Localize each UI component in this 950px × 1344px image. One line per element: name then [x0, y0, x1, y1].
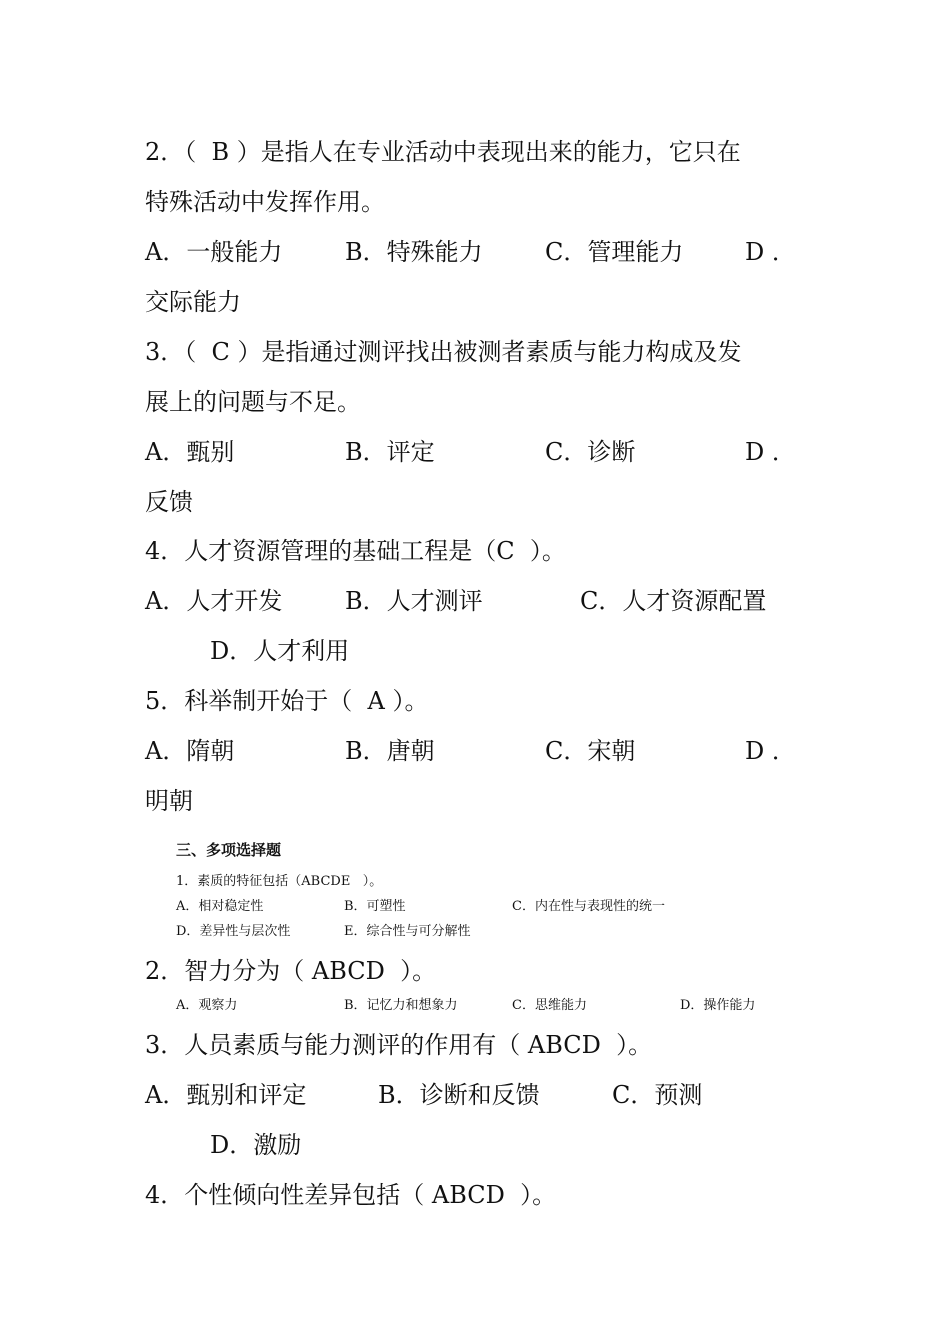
q2-stem-line2: 特殊活动中发挥作用。 [145, 188, 385, 216]
q4-option-a: A．人才开发 [145, 587, 283, 615]
m1-option-c: C．内在性与表现性的统一 [512, 899, 665, 914]
m1-stem: 1．素质的特征包括（ABCDE ）。 [176, 874, 383, 889]
m2-option-d: D．操作能力 [680, 998, 756, 1013]
q3-stem-line2: 展上的问题与不足。 [145, 388, 361, 416]
m3-option-d: D．激励 [210, 1131, 302, 1159]
q2-option-d-text: 交际能力 [145, 288, 241, 316]
q2-stem-line1: 2．（ B ）是指人在专业活动中表现出来的能力，它只在 [145, 138, 741, 166]
m1-option-a: A．相对稳定性 [176, 899, 264, 914]
m2-option-c: C．思维能力 [512, 998, 587, 1013]
q3-stem-line1: 3．（ C ）是指通过测评找出被测者素质与能力构成及发 [145, 338, 742, 366]
m1-option-e: E．综合性与可分解性 [344, 924, 471, 939]
q2-option-d-prefix: D ． [745, 238, 796, 266]
q3-option-b: B．评定 [345, 438, 435, 466]
m3-option-c: C．预测 [612, 1081, 703, 1109]
q2-option-b: B．特殊能力 [345, 238, 483, 266]
q3-option-d-prefix: D ． [745, 438, 796, 466]
m4-stem: 4．个性倾向性差异包括（ ABCD ）。 [145, 1181, 557, 1209]
q3-option-d-text: 反馈 [145, 488, 193, 516]
m3-option-b: B．诊断和反馈 [378, 1081, 540, 1109]
m1-option-b: B．可塑性 [344, 899, 406, 914]
m2-stem: 2．智力分为（ ABCD ）。 [145, 957, 437, 985]
q5-stem: 5．科举制开始于（ A ）。 [145, 687, 429, 715]
q3-option-c: C．诊断 [545, 438, 636, 466]
m2-option-a: A．观察力 [176, 998, 238, 1013]
m3-option-a: A．甄别和评定 [145, 1081, 307, 1109]
m1-option-d: D．差异性与层次性 [176, 924, 291, 939]
q4-option-b: B．人才测评 [345, 587, 483, 615]
m3-stem: 3．人员素质与能力测评的作用有（ ABCD ）。 [145, 1031, 653, 1059]
q5-option-a: A．隋朝 [145, 737, 235, 765]
q5-option-b: B．唐朝 [345, 737, 435, 765]
q4-option-d: D．人才利用 [210, 637, 350, 665]
q3-option-a: A．甄别 [145, 438, 235, 466]
q5-option-d-prefix: D ． [745, 737, 796, 765]
q4-stem: 4．人才资源管理的基础工程是（C ）。 [145, 537, 566, 565]
q2-option-a: A．一般能力 [145, 238, 283, 266]
q5-option-c: C．宋朝 [545, 737, 636, 765]
q4-option-c: C．人才资源配置 [580, 587, 767, 615]
m2-option-b: B．记忆力和想象力 [344, 998, 458, 1013]
section-heading: 三、多项选择题 [176, 841, 282, 859]
q2-option-c: C．管理能力 [545, 238, 684, 266]
q5-option-d-text: 明朝 [145, 787, 193, 815]
